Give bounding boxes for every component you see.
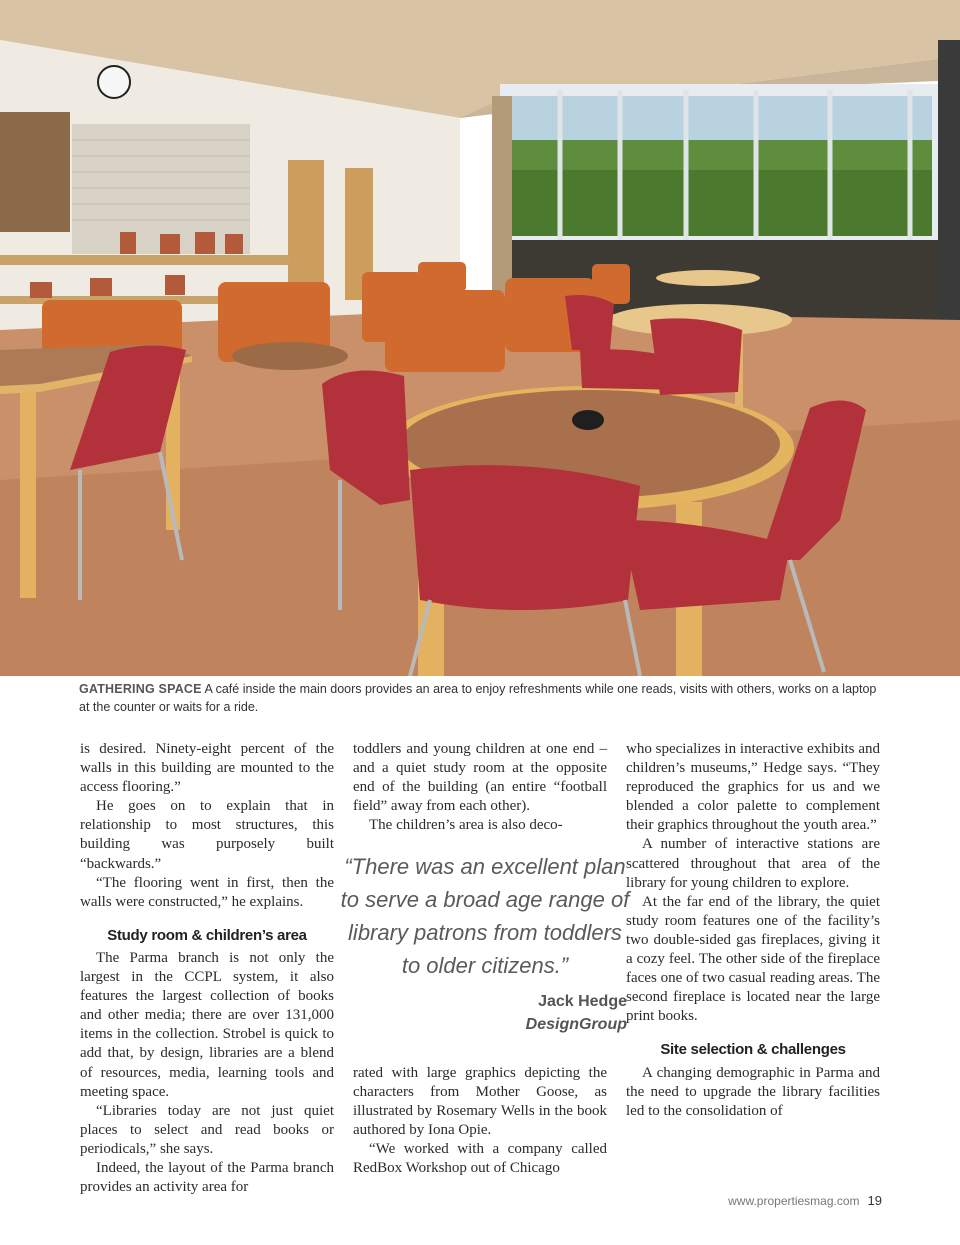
attribution-org: DesignGroup — [525, 1016, 627, 1033]
paragraph: The children’s area is also deco- — [369, 817, 563, 834]
column-2-continued — [353, 1064, 607, 1179]
footer-url: www.propertiesmag.com — [728, 1194, 860, 1208]
paragraph: toddlers and young children at one end – and a quiet study room at the opposite end of the building (an entire “football field” away from each other). — [353, 741, 607, 815]
paragraph: rated with large graphics depicting the characters from Mother Goose, as illustrated by Rosemary Wells in the book authored by Iona Opie. — [353, 1065, 607, 1139]
caption-lead: GATHERING SPACE — [79, 682, 202, 696]
page-footer — [728, 1193, 882, 1208]
paragraph: A number of interactive stations are scattered throughout that area of the library for young children to explore. — [626, 836, 880, 891]
paragraph: At the far end of the library, the quiet study room features one of the facility’s two double-sided gas fireplaces, giving it a cozy feel. The other side of the fireplace faces one of two casual reading areas. The second fireplace is located near the large print books. — [626, 893, 880, 1025]
paragraph: The Parma branch is not only the largest in the CCPL system, it also features the largest collection of books and other media; there are over 131,000 items in the collection. Strobel is quick to add that, by design, libraries are a blend of resources, media, learning tools and meeting space. — [80, 949, 334, 1100]
photo-caption — [79, 680, 884, 716]
quote-attribution — [440, 990, 627, 1036]
caption-text: A café inside the main doors provides an area to enjoy refreshments while one reads, visits with others, works on a laptop at the counter or waits for a ride. — [79, 682, 877, 714]
section-heading: Site selection & challenges — [660, 1041, 846, 1059]
page-number: 19 — [867, 1193, 882, 1208]
paragraph: “The flooring went in first, then the walls were constructed,” he explains. — [80, 874, 334, 910]
paragraph: Indeed, the layout of the Parma branch provides an activity area for — [80, 1159, 334, 1196]
pull-quote: “There was an excellent plan to serve a broad age range of library patrons from toddlers to older citizens.” — [340, 854, 630, 978]
column-2 — [353, 740, 607, 835]
column-1 — [80, 740, 334, 1197]
paragraph: “Libraries today are not just quiet places to select and read books or periodicals,” she says. — [80, 1102, 334, 1157]
section-heading: Study room & children’s area — [107, 926, 307, 944]
paragraph: is desired. Ninety-eight percent of the walls in this building are mounted to the access flooring.” — [80, 741, 334, 796]
paragraph: He goes on to explain that in relationship to most structures, this building was purposely built “backwards.” — [80, 798, 334, 872]
attribution-name: Jack Hedge — [538, 993, 627, 1010]
paragraph: who specializes in interactive exhibits and children’s museums,” Hedge says. “They reproduced the graphics for us and we blended a color palette to complement their graphics throughout the youth area.” — [626, 741, 880, 834]
column-3 — [626, 740, 880, 1121]
paragraph: “We worked with a company called RedBox Workshop out of Chicago — [353, 1141, 607, 1177]
paragraph: A changing demographic in Parma and the need to upgrade the library facilities led to the consolidation of — [626, 1064, 880, 1119]
